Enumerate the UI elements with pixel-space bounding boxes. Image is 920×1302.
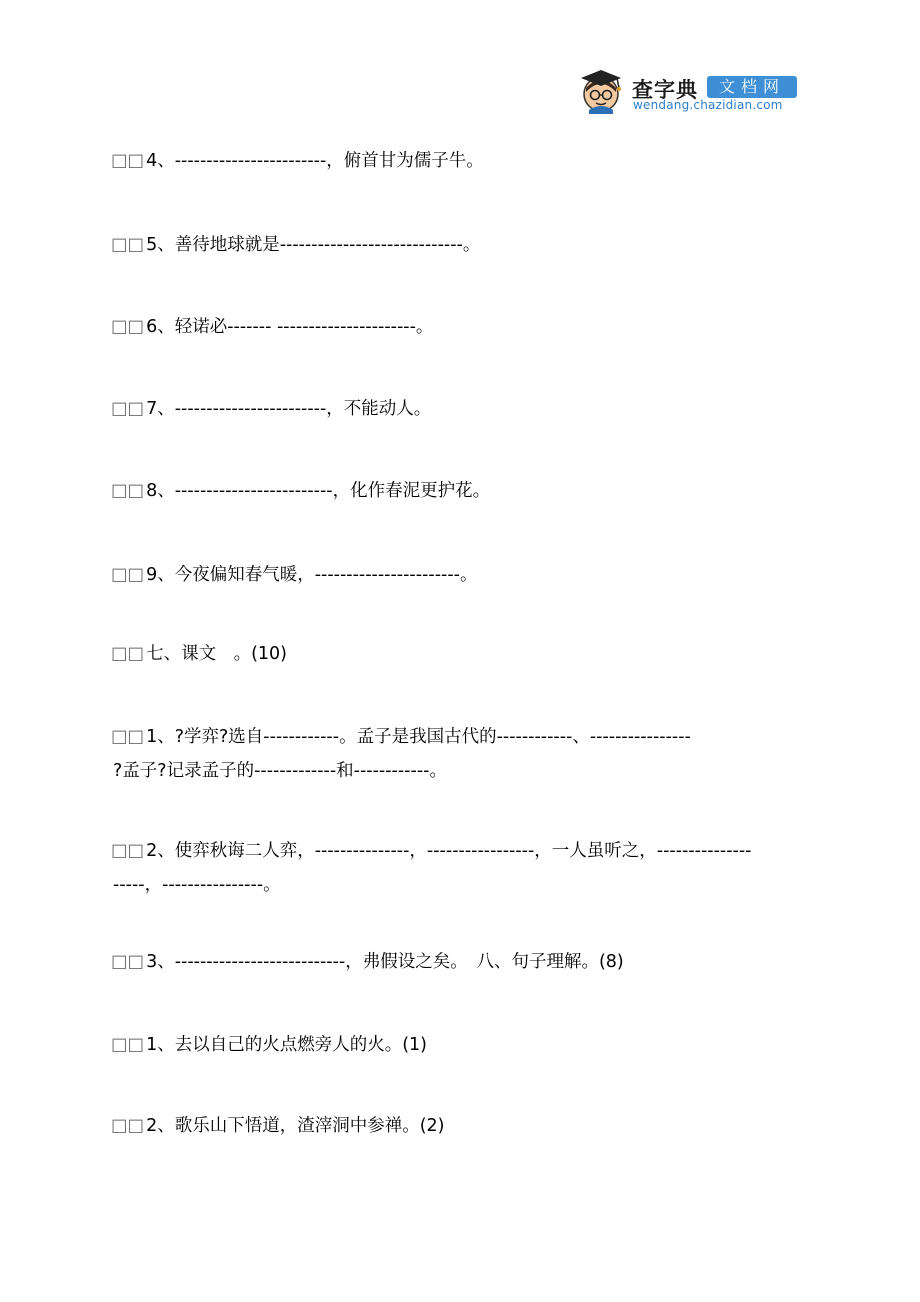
line-prefix: □□ bbox=[111, 952, 145, 972]
section-heading-7 bbox=[111, 640, 811, 665]
exercise-line-7 bbox=[111, 395, 811, 420]
line-prefix: □□ bbox=[111, 1035, 145, 1055]
exercise-line-8-1 bbox=[111, 1031, 811, 1056]
line-prefix: □□ bbox=[111, 1116, 145, 1136]
line-text: 3、---------------------------，弗假设之矣。 八、句子理解。(8) bbox=[146, 952, 624, 972]
exercise-line-7-2-cont bbox=[111, 871, 811, 896]
exercise-line-7-2 bbox=[111, 837, 811, 862]
line-text: 1、?学弈?选自------------。孟子是我国古代的------------、---------------- bbox=[146, 727, 691, 747]
line-prefix: □□ bbox=[111, 399, 145, 419]
line-text: -----，----------------。 bbox=[113, 875, 281, 895]
line-text: 2、歌乐山下悟道，渣滓洞中参禅。(2) bbox=[146, 1116, 445, 1136]
exercise-line-7-1 bbox=[111, 723, 811, 748]
mascot-icon bbox=[577, 66, 625, 114]
line-prefix: □□ bbox=[111, 481, 145, 501]
exercise-line-7-3 bbox=[111, 948, 811, 973]
line-prefix: □□ bbox=[111, 151, 145, 171]
exercise-line-5 bbox=[111, 231, 811, 256]
exercise-line-4 bbox=[111, 147, 811, 172]
exercise-line-8 bbox=[111, 477, 811, 502]
line-prefix: □□ bbox=[111, 644, 145, 664]
line-text: 8、-------------------------，化作春泥更护花。 bbox=[146, 481, 491, 501]
exercise-line-8-2 bbox=[111, 1112, 811, 1137]
exercise-line-7-1-cont bbox=[111, 757, 811, 782]
line-text: 1、去以自己的火点燃旁人的火。(1) bbox=[146, 1035, 427, 1055]
line-text: 6、轻诺必------- ----------------------。 bbox=[146, 317, 434, 337]
line-prefix: □□ bbox=[111, 565, 145, 585]
line-text: 5、善待地球就是-----------------------------。 bbox=[146, 235, 481, 255]
line-prefix: □□ bbox=[111, 841, 145, 861]
line-prefix: □□ bbox=[111, 317, 145, 337]
line-prefix: □□ bbox=[111, 235, 145, 255]
line-text: ?孟子?记录孟子的-------------和------------。 bbox=[113, 761, 447, 781]
logo-url: wendang.chazidian.com bbox=[633, 98, 783, 112]
exercise-line-6 bbox=[111, 313, 811, 338]
line-text: 七、课文 。(10) bbox=[146, 644, 288, 664]
line-text: 4、------------------------，俯首甘为儒子牛。 bbox=[146, 151, 484, 171]
line-prefix: □□ bbox=[111, 727, 145, 747]
logo-badge: 文档网 bbox=[707, 76, 797, 98]
exercise-line-9 bbox=[111, 561, 811, 586]
line-text: 7、------------------------，不能动人。 bbox=[146, 399, 432, 419]
line-text: 9、今夜偏知春气暖，-----------------------。 bbox=[146, 565, 478, 585]
site-logo bbox=[577, 66, 807, 114]
line-text: 2、使弈秋诲二人弈，---------------，-----------------，一人虽听之，--------------- bbox=[146, 841, 752, 861]
logo-name: 查字典 bbox=[632, 78, 698, 102]
